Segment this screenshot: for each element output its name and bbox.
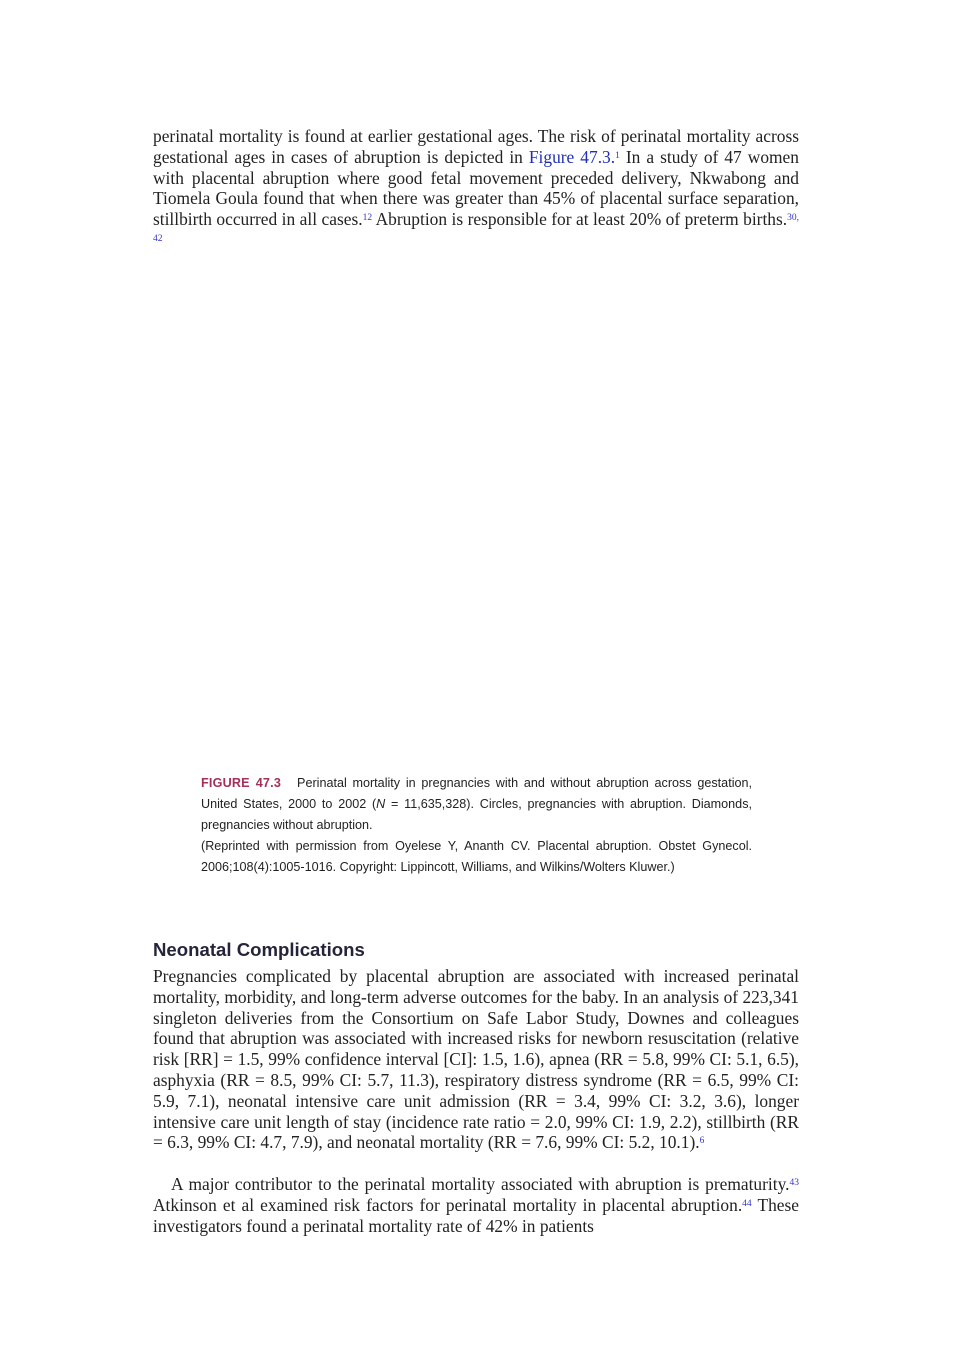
caption-description bbox=[201, 773, 752, 836]
prematurity-text-1: A major contributor to the perinatal mortality associated with abruption is prematurity. bbox=[171, 1174, 790, 1194]
intro-paragraph bbox=[153, 126, 799, 251]
figure-image-area bbox=[153, 256, 799, 756]
neonatal-paragraph bbox=[153, 966, 799, 1153]
prematurity-paragraph bbox=[153, 1174, 799, 1236]
figure-label: FIGURE 47.3 bbox=[201, 776, 282, 790]
caption-text-2: = 11,635,328). Circles, pregnancies with abruption. Diamonds, pregnancies without abruption. bbox=[201, 796, 752, 832]
caption-credit: (Reprinted with permission from Oyelese Y, Ananth CV. Placental abruption. Obstet Gynecol. 2006;108(4):1005-1016. Copyright: Lippincott, Williams, and Wilkins/Wolters Kluwer.) bbox=[201, 838, 752, 874]
caption-n-italic: N bbox=[376, 796, 386, 811]
neonatal-text: Pregnancies complicated by placental abruption are associated with increased perinatal mortality, morbidity, and long-term adverse outcomes for the baby. In an analysis of 223,341 singleton deliveries from the Consortium on Safe Labor Study, Downes and colleagues found that abruption was associated with increased risks for newborn resuscitation (relative risk [RR] = 1.5, 99% confidence interval [CI]: 1.5, 1.6), apnea (RR = 5.8, 99% CI: 5.1, 6.5), asphyxia (RR = 8.5, 99% CI: 5.7, 11.3), respiratory distress syndrome (RR = 6.5, 99% CI: 5.9, 7.1), neonatal intensive care unit admission (RR = 3.4, 99% CI: 3.2, 3.6), longer intensive care unit length of stay (incidence rate ratio = 2.0, 99% CI: 1.9, 2.2), stillbirth (RR = 6.3, 99% CI: 4.7, 7.9), and neonatal mortality (RR = 7.6, 99% CI: 5.2, 10.1). bbox=[153, 966, 799, 1153]
caption-text-1: Perinatal mortality in pregnancies with and without abruption across gestation, United States, 2000 to 2002 ( bbox=[201, 776, 752, 811]
figure-caption bbox=[201, 773, 752, 878]
intro-text-2: In a study of 47 women with placental abruption where good fetal movement preceded delivery, Nkwabong and Tiomela Goula found that when there was greater than 45% of placental surface separation, stillbirth occurred in all cases. bbox=[153, 146, 799, 230]
citation-link[interactable]: 1 bbox=[615, 150, 620, 161]
citation-link[interactable]: 43 bbox=[789, 1177, 799, 1188]
figure-link[interactable]: Figure 47.3. bbox=[528, 146, 616, 167]
intro-text-3: Abruption is responsible for at least 20% of preterm births. bbox=[372, 209, 788, 230]
section-heading: Neonatal Complications bbox=[153, 939, 365, 960]
prematurity-text-2: Atkinson et al examined risk factors for perinatal mortality in placental abruption. bbox=[153, 1194, 743, 1215]
citation-link[interactable]: 30, 42 bbox=[153, 212, 799, 244]
citation-link[interactable]: 44 bbox=[742, 1198, 752, 1209]
prematurity-text-3: These investigators found a perinatal mortality rate of 42% in patients bbox=[153, 1194, 799, 1236]
intro-text-1: perinatal mortality is found at earlier gestational ages. The risk of perinatal mortality across gestational ages in cases of abruption is depicted in bbox=[153, 126, 799, 167]
citation-link[interactable]: 12 bbox=[362, 212, 373, 223]
citation-link[interactable]: 6 bbox=[699, 1136, 705, 1147]
